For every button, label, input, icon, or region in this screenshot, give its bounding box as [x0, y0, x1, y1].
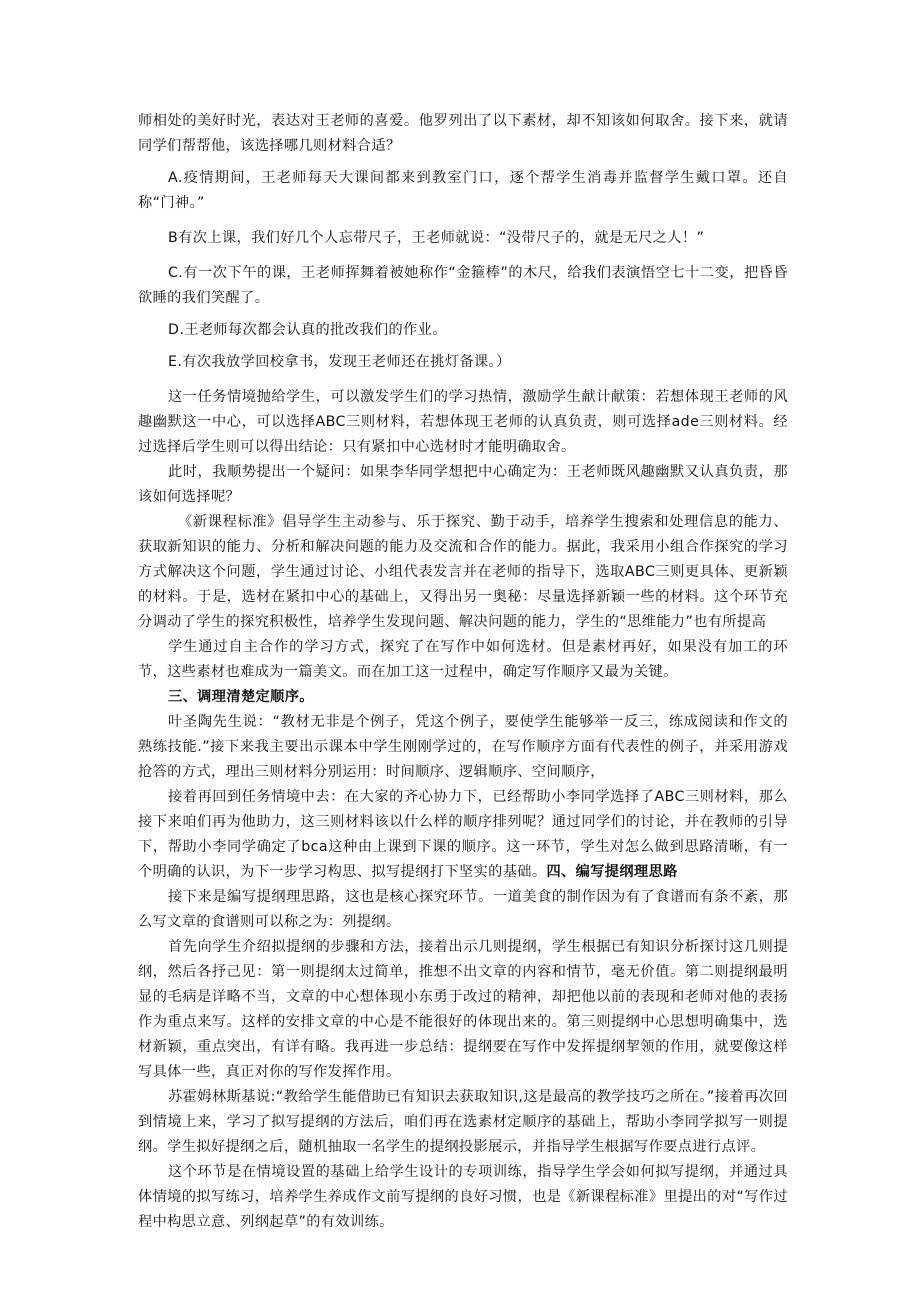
paragraph-ye-shengtao-quote: 叶圣陶先生说：“教材无非是个例子，凭这个例子，要使学生能够举一反三，练成阅读和作文的熟练技能.”接下来我主要出示课本中学生刚刚学过的，在写作顺序方面有代表性的例子，并采用游戏抢答的方式，理出三则材料分别运用：时间顺序、逻辑顺序、空间顺序， [138, 714, 788, 780]
paragraph-task-return-text: 接着再回到任务情境中去：在大家的齐心协力下，已经帮助小李同学选择了ABC三则材料，那么接下来咱们再为他助力，这三则材料该以什么样的顺序排列呢？通过同学们的讨论，并在教师的引导下，帮助小李同学确定了bca这种由上课到下课的顺序。这一环节，学生对怎么做到思路清晰，有一个明确的认识，为下一步学习构思、拟写提纲打下坚实的基础。 [138, 789, 788, 880]
paragraph-curriculum-standard: 《新课程标准》倡导学生主动参与、乐于探究、勤于动手，培养学生搜索和处理信息的能力、获取新知识的能力、分析和解决问题的能力及交流和合作的能力。据此，我采用小组合作探究的学习方式解决这个问题，学生通过讨论、小组代表发言并在老师的指导下，选取ABC三则更具体、更新颖的材料。于是，选材在紧扣中心的基础上，又得出另一奥秘：尽量选择新颖一些的材料。这个环节充分调动了学生的探究积极性，培养学生发现问题、解决问题的能力，学生的“思维能力”也有所提高 [138, 514, 788, 630]
section-heading-outline: 四、编写提纲理思路 [546, 864, 678, 880]
paragraph-outline-method: 首先向学生介绍拟提纲的步骤和方法，接着出示几则提纲，学生根据已有知识分析探讨这几则提纲，然后各抒己见：第一则提纲太过简单，推想不出文章的内容和情节，毫无价值。第二则提纲最明显的毛病是详略不当，文章的中心想体现小东勇于改过的精神，却把他以前的表现和老师对他的表扬作为重点来写。这样的安排文章的中心是不能很好的体现出来的。第三则提纲中心思想明确集中，选材新颖，重点突出，有详有略。我再进一步总结：提纲要在写作中发挥提纲挈领的作用，就要像这样写具体一些，真正对你的写作发挥作用。 [138, 939, 788, 1080]
material-option-a: A.疫情期间，王老师每天大课间都来到教室门口，逐个帮学生消毒并监督学生戴口罩。还自称“门神。” [138, 170, 788, 211]
paragraph-summary: 这个环节是在情境设置的基础上给学生设计的专项训练，指导学生学会如何拟写提纲，并通过具体情境的拟写练习，培养学生养成作文前写提纲的良好习惯，也是《新课程标准》里提出的对“写作过程中构思立意、列纲起草”的有效训练。 [138, 1164, 788, 1230]
paragraph-task-return [138, 785, 788, 885]
paragraph-material-processing: 学生通过自主合作的学习方式，探究了在写作中如何选材。但是素材再好，如果没有加工的环节，这些素材也难成为一篇美文。而在加工这一过程中，确定写作顺序又最为关键。 [138, 639, 788, 680]
material-option-b: B有次上课，我们好几个人忘带尺子，王老师就说：“没带尺子的，就是无尺之人！” [168, 230, 705, 246]
paragraph-task-situation: 这一任务情境抛给学生，可以激发学生们的学习热情，激励学生献计献策：若想体现王老师的风趣幽默这一中心，可以选择ABC三则材料，若想体现王老师的认真负责，则可选择ade三则材料。经过选择后学生则可以得出结论：只有紧扣中心选材时才能明确取舍。 [138, 389, 788, 455]
paragraph-sukhomlinsky-quote: 苏霍姆林斯基说:“教给学生能借助已有知识去获取知识,这是最高的教学技巧之所在。”接着再次回到情境上来，学习了拟写提纲的方法后，咱们再在选素材定顺序的基础上，帮助小李同学拟写一则提纲。学生拟好提纲之后，随机抽取一名学生的提纲投影展示，并指导学生根据写作要点进行点评。 [138, 1089, 788, 1155]
material-option-c: C.有一次下午的课，王老师挥舞着被她称作“金箍棒”的木尺，给我们表演悟空七十二变，把昏昏欲睡的我们笑醒了。 [138, 265, 788, 306]
paragraph-outline-intro: 接下来是编写提纲理思路，这也是核心探究环节。一道美食的制作因为有了食谱而有条不紊，那么写文章的食谱则可以称之为：列提纲。 [138, 889, 788, 930]
paragraph-question: 此时，我顺势提出一个疑问：如果李华同学想把中心确定为：王老师既风趣幽默又认真负责，那该如何选择呢？ [138, 464, 788, 505]
section-heading-order: 三、调理清楚定顺序。 [168, 689, 314, 705]
material-option-d: D.王老师每次都会认真的批改我们的作业。 [168, 322, 447, 338]
document-body [138, 109, 788, 1235]
paragraph-intro-continued: 师相处的美好时光，表达对王老师的喜爱。他罗列出了以下素材，却不知该如何取舍。接下来，就请同学们帮帮他，该选择哪几则材料合适？ [138, 113, 788, 154]
material-option-e: E.有次我放学回校拿书，发现王老师还在挑灯备课。） [168, 354, 511, 370]
